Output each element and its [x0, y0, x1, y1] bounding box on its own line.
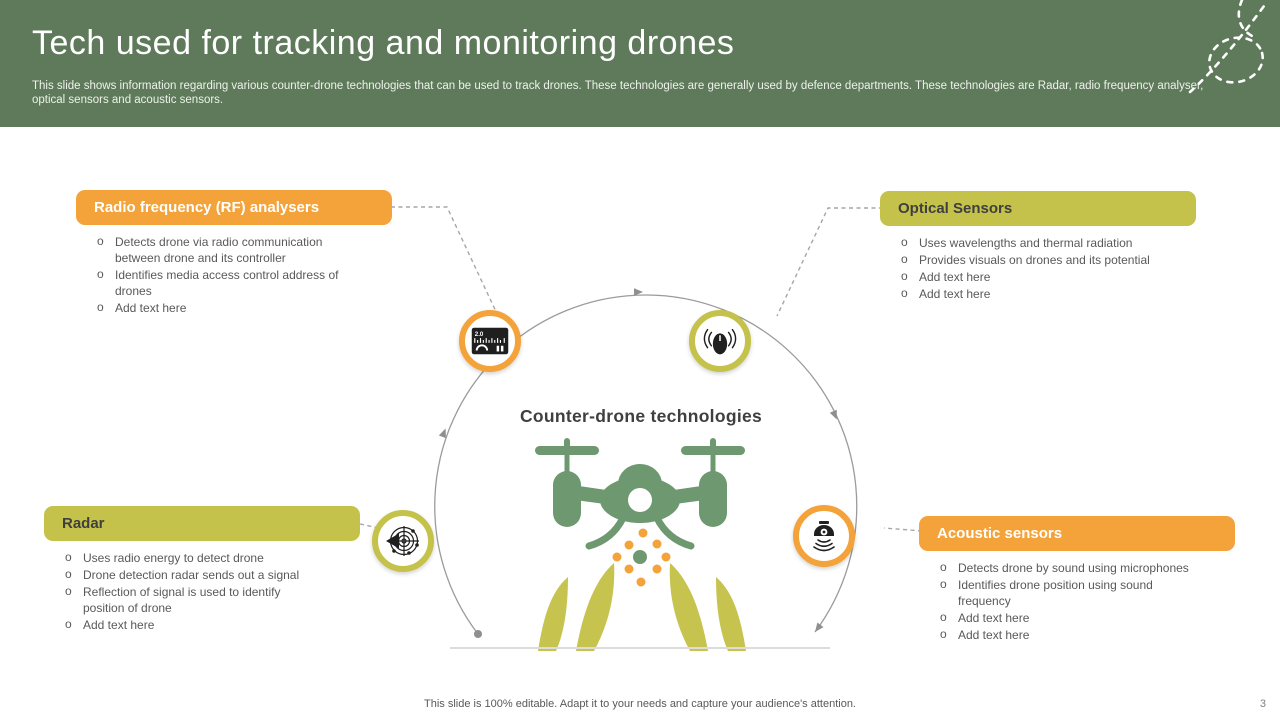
bullet-list [44, 550, 312, 633]
bullet-item: o Add text here [900, 286, 1166, 302]
radar-badge [372, 510, 434, 572]
radar-scope-icon [385, 523, 421, 559]
bullet-item: o Reflection of signal is used to identify position of drone [64, 584, 312, 616]
arc-end-dot [474, 630, 482, 638]
panel-title: Acoustic sensors [919, 516, 1235, 551]
bullet-list [76, 234, 348, 316]
panel-rf-analysers [76, 190, 392, 317]
drone-icon [515, 438, 765, 578]
arrowhead-bottom-icon [812, 623, 823, 635]
bullet-item: o Provides visuals on drones and its potential [900, 252, 1166, 268]
optical-mouse-icon [700, 326, 740, 356]
bullet-item: o Add text here [939, 610, 1189, 626]
bullet-item: o Uses radio energy to detect drone [64, 550, 312, 566]
diagram-center-label: Counter-drone technologies [519, 406, 763, 426]
panel-optical-sensors [880, 191, 1196, 303]
bullet-item: o Uses wavelengths and thermal radiation [900, 235, 1166, 251]
page-title: Tech used for tracking and monitoring drones [32, 24, 735, 62]
frequency-meter-icon [471, 326, 509, 356]
leader-optical [777, 208, 883, 316]
bullet-item: o Detects drone by sound using microphones [939, 560, 1189, 576]
panel-title: Radio frequency (RF) analysers [76, 190, 392, 225]
bullet-item: o Add text here [64, 617, 312, 633]
grass-icon [538, 563, 746, 651]
bullet-item: o Identifies media access control address of drones [96, 267, 348, 299]
ground-line [450, 647, 830, 649]
bullet-item: o Identifies drone position using sound frequency [939, 577, 1189, 609]
panel-title: Radar [44, 506, 360, 541]
bullet-list [880, 235, 1166, 302]
acoustic-sensor-badge [793, 505, 855, 567]
footer-note: This slide is 100% editable. Adapt it to your needs and capture your audience's attention. [424, 698, 856, 710]
page-number: 3 [1259, 698, 1266, 710]
acoustic-camera-icon [807, 520, 841, 552]
bullet-item: o Detects drone via radio communication between drone and its controller [96, 234, 348, 266]
meter-reading-label: 2.0 [474, 330, 484, 338]
panel-radar [44, 506, 360, 634]
leader-rf [391, 207, 499, 318]
rf-analyser-badge [459, 310, 521, 372]
panel-acoustic-sensors [919, 516, 1235, 644]
panel-title: Optical Sensors [880, 191, 1196, 226]
slide-subtitle: This slide shows information regarding various counter-drone technologies that can be used to track drones. These technologies are generally used by defence departments. These technologies are Radar, radio frequency analyser, optical sensors and acoustic sensors. [32, 80, 1204, 106]
bullet-item: o Add text here [96, 300, 348, 316]
leader-acoustic [884, 528, 922, 531]
bullet-item: o Drone detection radar sends out a signal [64, 567, 312, 583]
bullet-item: o Add text here [900, 269, 1166, 285]
bullet-item: o Add text here [939, 627, 1189, 643]
bullet-list [919, 560, 1189, 643]
optical-sensor-badge [689, 310, 751, 372]
